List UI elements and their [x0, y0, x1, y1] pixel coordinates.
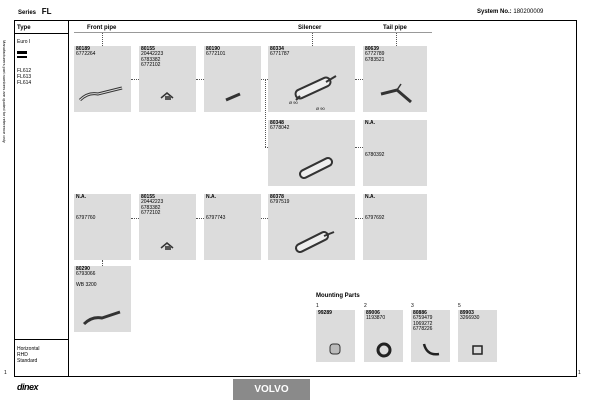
clamp-drawing	[159, 90, 179, 102]
series-label: Series FL	[18, 7, 52, 16]
section-silencer: Silencer	[298, 25, 322, 31]
front-pipe-drawing	[78, 82, 128, 108]
side-note: Manufacturers part numbers are quoted for reference only	[2, 40, 7, 143]
mount-index: 3	[411, 303, 414, 309]
model-item: FL614	[17, 80, 32, 86]
strap-drawing	[421, 340, 443, 360]
mount-card-strap[interactable]	[411, 310, 450, 362]
mount-card-gasket[interactable]	[458, 310, 497, 362]
part-number: 80190 6772101	[206, 46, 226, 58]
dim-label: Ø 90	[289, 100, 298, 105]
part-number: N.A. 6780392	[365, 120, 385, 158]
page-number-right: 1	[578, 370, 581, 376]
connector	[131, 79, 139, 80]
flag-icon	[17, 49, 29, 61]
part-number: N.A. 6797692	[365, 194, 385, 222]
part-number: 89006 1193870	[366, 310, 386, 322]
part-card-silencer[interactable]	[268, 194, 355, 260]
right-rule	[576, 20, 577, 376]
config-rule	[14, 339, 68, 340]
part-card-front-pipe[interactable]	[74, 46, 131, 112]
clamp-drawing	[159, 240, 179, 252]
config-orientation: Horizontal	[17, 346, 40, 352]
model-item: FL613	[17, 74, 32, 80]
mount-card-bracket[interactable]	[316, 310, 355, 362]
connector	[261, 218, 268, 219]
gasket-drawing	[471, 344, 485, 358]
part-number: 80155 20442223 6783382 6772102	[141, 46, 164, 68]
part-number: 80886 6759479 1069272 6778226	[413, 310, 433, 332]
part-number: 80290 6793066 WB 3200	[76, 266, 97, 288]
front-connector	[102, 33, 103, 46]
model-item: FL612	[17, 68, 32, 74]
bracket-drawing	[328, 340, 344, 358]
part-number: 80334 6771787	[270, 46, 290, 58]
mounting-parts-title: Mounting Parts	[316, 293, 360, 299]
part-number: N.A. 6797760	[76, 194, 96, 222]
part-card-front-pipe[interactable]	[74, 266, 131, 332]
silencer-connector	[312, 33, 313, 46]
page-number-left: 1	[4, 370, 7, 376]
part-card-na[interactable]	[363, 194, 427, 260]
type-label: Type	[17, 25, 31, 31]
pipe-drawing	[222, 90, 246, 104]
connector	[131, 218, 139, 219]
part-card-silencer[interactable]	[268, 46, 355, 112]
tail-connector	[396, 33, 397, 46]
euro-label: Euro I	[17, 39, 31, 45]
mount-index: 1	[316, 303, 319, 309]
system-number: System No.: 180200009	[477, 9, 544, 15]
part-card-clamp[interactable]	[139, 46, 196, 112]
dim-label: Ø 90	[316, 106, 325, 111]
mount-index: 5	[458, 303, 461, 309]
part-number: 80348 6778042	[270, 120, 290, 132]
clamp-ring-drawing	[374, 340, 394, 360]
part-card-silencer-alt[interactable]	[268, 120, 355, 186]
brand-badge: VOLVO	[233, 379, 310, 400]
model-list	[17, 68, 31, 86]
part-number: 80189 6772264	[76, 46, 96, 58]
connector	[355, 147, 363, 148]
connector	[355, 218, 363, 219]
section-tail-pipe: Tail pipe	[383, 25, 407, 31]
part-card-tail-pipe[interactable]	[363, 46, 427, 112]
part-card-na[interactable]	[74, 194, 131, 260]
part-number: 80639 6772789 6783521	[365, 46, 385, 63]
connector	[355, 79, 363, 80]
tail-pipe-drawing	[377, 80, 421, 108]
sidebar-left-rule	[14, 20, 15, 376]
part-card-na[interactable]	[204, 194, 261, 260]
mount-card-clamp[interactable]	[364, 310, 403, 362]
part-number: 99289	[318, 310, 332, 316]
section-front-pipe: Front pipe	[87, 25, 117, 31]
front-pipe-drawing	[80, 306, 126, 330]
part-card-clamp[interactable]	[139, 194, 196, 260]
mount-index: 2	[364, 303, 367, 309]
sidebar-right-rule	[68, 20, 69, 376]
connector	[265, 79, 266, 147]
part-number: 89903 3266930	[460, 310, 480, 322]
config-variant: Standard	[17, 358, 38, 364]
silencer-drawing	[298, 150, 342, 182]
part-card-pipe[interactable]	[204, 46, 261, 112]
config-list	[17, 346, 40, 364]
bottom-rule	[14, 376, 577, 377]
part-number: N.A. 6797743	[206, 194, 226, 222]
part-card-na[interactable]	[363, 120, 427, 186]
part-number: 80155 20442223 6783382 6772102	[141, 194, 164, 216]
type-rule	[14, 33, 68, 34]
dinex-logo: dinex	[17, 382, 39, 392]
connector	[196, 79, 204, 80]
config-drive: RHD	[17, 352, 28, 358]
silencer-drawing	[290, 224, 340, 256]
part-number: 80378 6797519	[270, 194, 290, 206]
section-header-rule	[74, 32, 432, 33]
connector	[196, 218, 204, 219]
header-rule	[14, 20, 577, 21]
